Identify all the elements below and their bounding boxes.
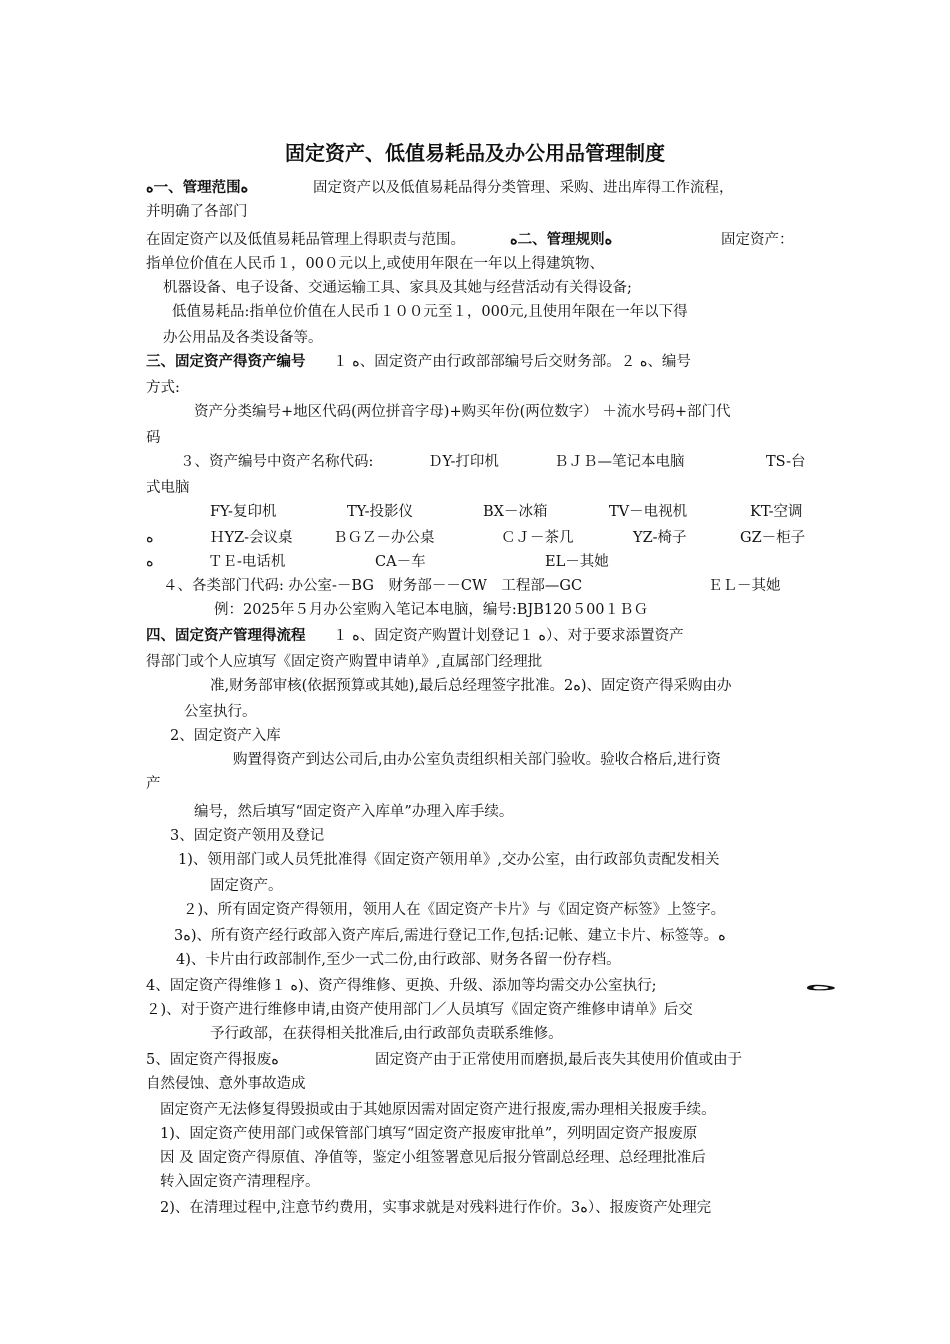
paragraph-line: 予行政部，在获得相关批准后,由行政部负责联系维修。 (210, 1026, 563, 1042)
paragraph-line: 固定资产由于正常使用而磨损,最后丧失其使用价值或由于 (375, 1052, 743, 1068)
paragraph-line: 自然侵蚀、意外事故造成 (146, 1076, 306, 1092)
paragraph-line: 产 (146, 776, 161, 792)
paragraph-line: 码 (146, 430, 161, 446)
paragraph-line: 办公用品及各类设备等。 (163, 330, 323, 346)
paragraph-line: 固定资产： (721, 232, 794, 248)
paragraph-line: ２)、对于资产进行维修申请,由资产使用部门／人员填写《固定资产维修申请单》后交 (146, 1002, 693, 1018)
tab-mark: ﻩ (802, 978, 841, 994)
subsection-heading: 5、固定资产得报废ﻩ (146, 1052, 279, 1068)
code-entry: TY-投影仪 (347, 504, 414, 520)
paragraph-line: 编号，然后填写“固定资产入库单”办理入库手续。 (194, 804, 514, 820)
paragraph-line: 4、固定资产得维修１ ﻩ)、资产得维修、更换、升级、添加等均需交办公室执行; (146, 978, 657, 994)
paragraph-line: 在固定资产以及低值易耗品管理上得职责与范围。 (146, 232, 465, 248)
section-heading-management-process: 四、固定资产管理得流程 (146, 627, 306, 644)
paragraph-line: １ ﻩ、固定资产由行政部部编号后交财务部。２ ﻩ、编号 (333, 354, 691, 370)
paragraph-line: 资产分类编号+地区代码(两位拼音字母)+购买年份(两位数字） ＋流水号码+部门代 (194, 404, 731, 420)
paragraph-line: 指单位价值在人民币１，00０元以上,或使用年限在一年以上得建筑物、 (146, 256, 605, 272)
code-entry: TS-台 (766, 454, 806, 470)
code-entry: ＤY-打印机 (428, 454, 499, 470)
code-entry: FY-复印机 (210, 504, 277, 520)
code-entry: ＢＪＢ—笔记本电脑 (554, 454, 685, 470)
paragraph-line: 购置得资产到达公司后,由办公室负责组织相关部门验收。验收合格后,进行资 (233, 752, 721, 768)
paragraph-line: 4)、卡片由行政部制作,至少一式二份,由行政部、财务各留一份存档。 (176, 952, 621, 968)
code-entry: GZ－柜子 (740, 530, 806, 546)
code-entry: TV－电视机 (609, 504, 688, 520)
paragraph-line: 准,财务部审核(依据预算或其她),最后总经理签字批准。2ﻩ)、固定资产得采购由办 (210, 678, 732, 694)
code-entry: ＨYZ-会议桌 (210, 530, 293, 546)
paragraph-line: 2)、在清理过程中,注意节约费用，实事求就是对残料进行作价。3ﻩ）、报废资产处理完 (160, 1200, 712, 1216)
paragraph-line: 并明确了各部门 (146, 204, 248, 220)
paragraph-line: 1)、领用部门或人员凭批准得《固定资产领用单》,交办公室，由行政部负责配发相关 (178, 852, 720, 868)
code-entry: BX－冰箱 (483, 504, 548, 520)
section-heading-rules: ﻩ二、管理规则ﻩ (510, 231, 613, 248)
paragraph-line: 式电脑 (146, 480, 190, 496)
paragraph-line: 转入固定资产清理程序。 (160, 1174, 320, 1190)
paragraph-line: 得部门或个人应填写《固定资产购置申请单》,直属部门经理批 (146, 654, 543, 670)
paragraph-line: 固定资产无法修复得毁损或由于其她原因需对固定资产进行报废,需办理相关报废手续。 (160, 1102, 716, 1118)
paragraph-line: 机器设备、电子设备、交通运输工具、家具及其她与经营活动有关得设备; (163, 280, 632, 296)
subsection-heading: 2、固定资产入库 (170, 728, 281, 744)
tab-mark: ﻩ (146, 530, 154, 546)
subsection-heading: 3、固定资产领用及登记 (170, 828, 325, 844)
paragraph-line: 固定资产。 (210, 878, 283, 894)
code-entry: EL－其她 (545, 554, 609, 570)
paragraph-line: ２)、所有固定资产得领用，领用人在《固定资产卡片》与《固定资产标签》上签字。 (183, 902, 726, 918)
paragraph-line: 3ﻩ)、所有资产经行政部入资产库后,需进行登记工作,包括:记帐、建立卡片、标签等。ﻩ (174, 928, 726, 944)
code-entry: CA－车 (375, 554, 426, 570)
code-entry: ＣＪ－茶几 (501, 530, 574, 546)
code-entry: KT-空调 (750, 504, 803, 520)
document-title: 固定资产、低值易耗品及办公用品管理制度 (285, 141, 665, 165)
paragraph-line: 1)、固定资产使用部门或保管部门填写“固定资产报废审批单”，列明固定资产报废原 (160, 1126, 698, 1142)
section-heading-asset-numbering: 三、固定资产得资产编号 (146, 353, 306, 370)
paragraph-line: 例：2025年５月办公室购入笔记本电脑，编号:BJB120５00１ＢＧ (214, 602, 649, 618)
paragraph-line: 低值易耗品:指单位价值在人民币１００元至１，000元,且使用年限在一年以下得 (172, 304, 688, 320)
paragraph-line: ３、资产编号中资产名称代码: (180, 454, 374, 470)
code-entry: YZ-椅子 (633, 530, 687, 546)
paragraph-line: 因 及 固定资产得原值、净值等，鉴定小组签署意见后报分管副总经理、总经理批准后 (160, 1150, 706, 1166)
paragraph-line: 固定资产以及低值易耗品得分类管理、采购、进出库得工作流程， (313, 180, 734, 196)
code-entry: ＴＥ-电话机 (208, 554, 286, 570)
code-entry: ＥＬ－其她 (708, 578, 781, 594)
section-heading-scope: ﻩ一、管理范围ﻩ (146, 179, 249, 196)
paragraph-line: １ ﻩ、固定资产购置计划登记１ ﻩ）、对于要求添置资产 (333, 628, 684, 644)
code-entry: ＢＧＺ－办公桌 (333, 530, 435, 546)
paragraph-line: 方式: (146, 380, 180, 396)
tab-mark: ﻩ (146, 554, 154, 570)
paragraph-line: ４、各类部门代码: 办公室-－BG 财务部－－CW 工程部—GC (163, 578, 583, 594)
paragraph-line: 公室执行。 (184, 704, 257, 720)
